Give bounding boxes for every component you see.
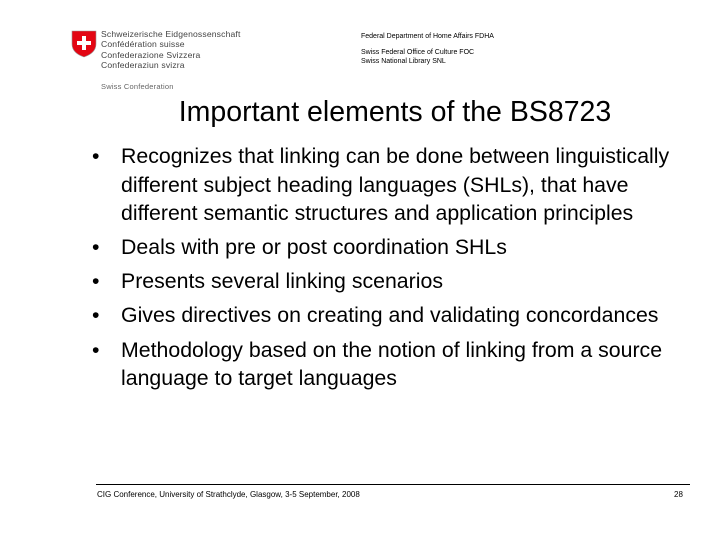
bullet-item xyxy=(92,267,692,296)
bullet-text: Gives directives on creating and validating concordances xyxy=(121,303,659,328)
bullet-item xyxy=(92,233,692,262)
library-name: Swiss National Library SNL xyxy=(361,58,446,65)
swiss-coat-of-arms-icon xyxy=(71,30,97,58)
footer-divider xyxy=(96,484,690,485)
bullet-marker: • xyxy=(92,269,100,294)
footer-conference: CIG Conference, University of Strathclyde, Glasgow, 3-5 September, 2008 xyxy=(97,490,360,499)
bullet-text: Methodology based on the notion of linking from a source language to target languages xyxy=(121,337,663,391)
confederation-line-en: Swiss Confederation xyxy=(101,82,174,91)
page-number: 28 xyxy=(674,490,683,499)
confederation-line-de: Schweizerische Eidgenossenschaft xyxy=(101,29,241,39)
bullet-text: Deals with pre or post coordination SHLs xyxy=(121,235,507,260)
bullet-item xyxy=(92,336,692,393)
office-name: Swiss Federal Office of Culture FOC xyxy=(361,49,475,56)
bullet-marker: • xyxy=(92,144,100,168)
confederation-line-it: Confederazione Svizzera xyxy=(101,49,201,60)
bullet-marker: • xyxy=(92,337,100,362)
confederation-line-rm: Confederaziun svizra xyxy=(101,60,185,71)
bullet-marker: • xyxy=(92,303,100,328)
bullet-item xyxy=(92,301,692,330)
department-name: Federal Department of Home Affairs FDHA xyxy=(361,33,494,40)
bullet-text: Presents several linking scenarios xyxy=(121,269,443,294)
confederation-names xyxy=(101,29,241,71)
slide-title: Important elements of the BS8723 xyxy=(178,96,612,128)
confederation-line-fr: Confédération suisse xyxy=(101,39,185,50)
bullet-list xyxy=(92,142,692,398)
bullet-marker: • xyxy=(92,235,100,260)
department-header xyxy=(361,32,494,66)
bullet-text: Recognizes that linking can be done between linguistically different subject heading languages (SHLs), that have different semantic structures and application principles xyxy=(121,144,670,226)
bullet-item xyxy=(92,142,692,228)
